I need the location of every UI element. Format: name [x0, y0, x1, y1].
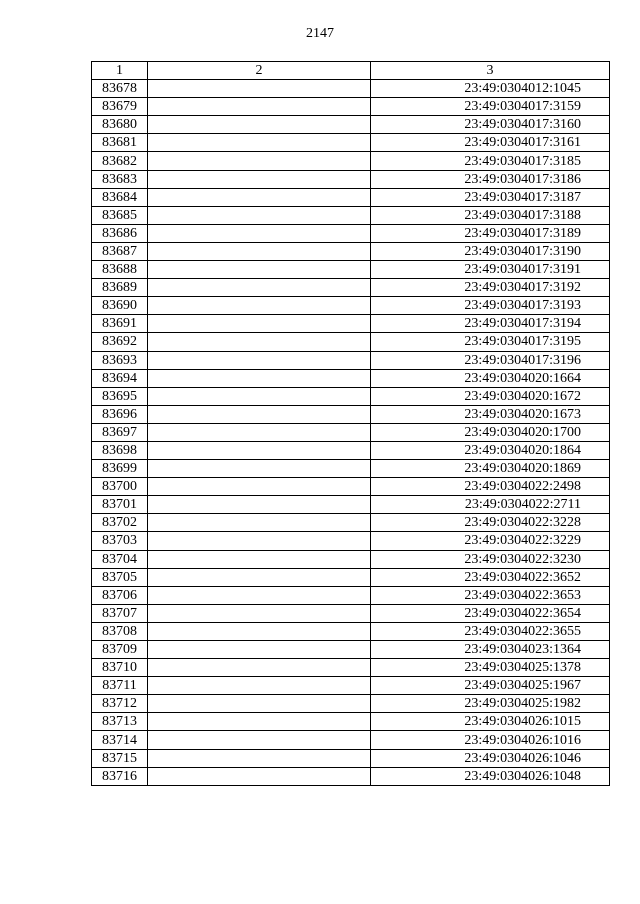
row-empty-cell	[148, 514, 371, 532]
table-row	[92, 604, 610, 622]
table-row	[92, 224, 610, 242]
row-empty-cell	[148, 80, 371, 98]
row-empty-cell	[148, 441, 371, 459]
cadastral-number-cell: 23:49:0304026:1015	[371, 713, 610, 731]
row-number-cell: 83696	[92, 405, 148, 423]
table-row	[92, 514, 610, 532]
cadastral-number-cell: 23:49:0304022:3230	[371, 550, 610, 568]
cadastral-number-cell: 23:49:0304022:3228	[371, 514, 610, 532]
cadastral-number-cell: 23:49:0304017:3161	[371, 134, 610, 152]
cadastral-number-cell: 23:49:0304022:2498	[371, 478, 610, 496]
table-row	[92, 659, 610, 677]
row-number-cell: 83686	[92, 224, 148, 242]
row-empty-cell	[148, 749, 371, 767]
cadastral-number-cell: 23:49:0304017:3193	[371, 297, 610, 315]
row-number-cell: 83687	[92, 242, 148, 260]
row-empty-cell	[148, 423, 371, 441]
table-row	[92, 134, 610, 152]
table-row	[92, 98, 610, 116]
row-empty-cell	[148, 116, 371, 134]
row-number-cell: 83688	[92, 261, 148, 279]
row-number-cell: 83692	[92, 333, 148, 351]
row-empty-cell	[148, 170, 371, 188]
row-number-cell: 83678	[92, 80, 148, 98]
row-number-cell: 83702	[92, 514, 148, 532]
table-row	[92, 713, 610, 731]
cadastral-number-cell: 23:49:0304017:3160	[371, 116, 610, 134]
row-empty-cell	[148, 206, 371, 224]
row-empty-cell	[148, 659, 371, 677]
cadastral-number-cell: 23:49:0304025:1982	[371, 695, 610, 713]
row-empty-cell	[148, 315, 371, 333]
row-number-cell: 83685	[92, 206, 148, 224]
table-row	[92, 532, 610, 550]
cadastral-number-cell: 23:49:0304017:3190	[371, 242, 610, 260]
cadastral-number-cell: 23:49:0304017:3159	[371, 98, 610, 116]
row-empty-cell	[148, 550, 371, 568]
row-empty-cell	[148, 261, 371, 279]
table-row	[92, 80, 610, 98]
row-number-cell: 83715	[92, 749, 148, 767]
row-number-cell: 83712	[92, 695, 148, 713]
cadastral-number-cell: 23:49:0304026:1016	[371, 731, 610, 749]
row-number-cell: 83707	[92, 604, 148, 622]
table-row	[92, 749, 610, 767]
row-empty-cell	[148, 387, 371, 405]
cadastral-number-cell: 23:49:0304026:1048	[371, 767, 610, 785]
table-row	[92, 568, 610, 586]
table-row	[92, 441, 610, 459]
row-empty-cell	[148, 532, 371, 550]
table-row	[92, 333, 610, 351]
row-number-cell: 83705	[92, 568, 148, 586]
cadastral-number-cell: 23:49:0304026:1046	[371, 749, 610, 767]
row-number-cell: 83693	[92, 351, 148, 369]
row-empty-cell	[148, 279, 371, 297]
row-number-cell: 83697	[92, 423, 148, 441]
row-empty-cell	[148, 351, 371, 369]
table-row	[92, 405, 610, 423]
table-row	[92, 586, 610, 604]
cadastral-number-cell: 23:49:0304017:3191	[371, 261, 610, 279]
table-row	[92, 695, 610, 713]
row-empty-cell	[148, 134, 371, 152]
cadastral-number-cell: 23:49:0304017:3186	[371, 170, 610, 188]
cadastral-number-cell: 23:49:0304022:3655	[371, 622, 610, 640]
row-number-cell: 83680	[92, 116, 148, 134]
row-empty-cell	[148, 224, 371, 242]
table-row	[92, 767, 610, 785]
row-empty-cell	[148, 460, 371, 478]
cadastral-number-cell: 23:49:0304020:1673	[371, 405, 610, 423]
row-empty-cell	[148, 586, 371, 604]
page-number: 2147	[306, 26, 334, 41]
cadastral-number-cell: 23:49:0304025:1967	[371, 677, 610, 695]
row-number-cell: 83690	[92, 297, 148, 315]
cadastral-number-cell: 23:49:0304020:1664	[371, 369, 610, 387]
row-empty-cell	[148, 622, 371, 640]
table-row	[92, 152, 610, 170]
row-number-cell: 83698	[92, 441, 148, 459]
cadastral-number-cell: 23:49:0304020:1864	[371, 441, 610, 459]
row-number-cell: 83699	[92, 460, 148, 478]
row-number-cell: 83703	[92, 532, 148, 550]
table-row	[92, 550, 610, 568]
row-empty-cell	[148, 242, 371, 260]
row-empty-cell	[148, 677, 371, 695]
cadastral-number-cell: 23:49:0304022:3229	[371, 532, 610, 550]
table-row	[92, 315, 610, 333]
row-number-cell: 83682	[92, 152, 148, 170]
row-empty-cell	[148, 333, 371, 351]
row-number-cell: 83691	[92, 315, 148, 333]
row-empty-cell	[148, 297, 371, 315]
cadastral-number-cell: 23:49:0304017:3195	[371, 333, 610, 351]
row-number-cell: 83708	[92, 622, 148, 640]
table-row	[92, 170, 610, 188]
cadastral-number-cell: 23:49:0304017:3194	[371, 315, 610, 333]
table-row	[92, 116, 610, 134]
row-empty-cell	[148, 641, 371, 659]
table-body	[92, 80, 610, 786]
table-row	[92, 206, 610, 224]
row-empty-cell	[148, 767, 371, 785]
row-number-cell: 83689	[92, 279, 148, 297]
table-row	[92, 279, 610, 297]
registry-table	[91, 61, 610, 786]
row-number-cell: 83709	[92, 641, 148, 659]
row-number-cell: 83713	[92, 713, 148, 731]
row-number-cell: 83716	[92, 767, 148, 785]
row-empty-cell	[148, 713, 371, 731]
row-empty-cell	[148, 604, 371, 622]
table-row	[92, 188, 610, 206]
row-empty-cell	[148, 731, 371, 749]
row-number-cell: 83679	[92, 98, 148, 116]
row-empty-cell	[148, 568, 371, 586]
table-row	[92, 351, 610, 369]
cadastral-number-cell: 23:49:0304017:3192	[371, 279, 610, 297]
cadastral-number-cell: 23:49:0304017:3196	[371, 351, 610, 369]
column-header-1: 1	[92, 62, 148, 80]
table-row	[92, 242, 610, 260]
table-row	[92, 460, 610, 478]
cadastral-number-cell: 23:49:0304022:3653	[371, 586, 610, 604]
table-row	[92, 731, 610, 749]
column-header-2: 2	[148, 62, 371, 80]
row-number-cell: 83706	[92, 586, 148, 604]
table-row	[92, 423, 610, 441]
cadastral-number-cell: 23:49:0304017:3189	[371, 224, 610, 242]
row-number-cell: 83704	[92, 550, 148, 568]
table-row	[92, 677, 610, 695]
row-empty-cell	[148, 478, 371, 496]
table-row	[92, 261, 610, 279]
row-empty-cell	[148, 405, 371, 423]
cadastral-number-cell: 23:49:0304017:3185	[371, 152, 610, 170]
cadastral-number-cell: 23:49:0304022:3654	[371, 604, 610, 622]
cadastral-number-cell: 23:49:0304025:1378	[371, 659, 610, 677]
table-row	[92, 622, 610, 640]
cadastral-number-cell: 23:49:0304017:3187	[371, 188, 610, 206]
row-number-cell: 83683	[92, 170, 148, 188]
cadastral-number-cell: 23:49:0304022:2711	[371, 496, 610, 514]
row-number-cell: 83700	[92, 478, 148, 496]
cadastral-number-cell: 23:49:0304012:1045	[371, 80, 610, 98]
row-number-cell: 83694	[92, 369, 148, 387]
cadastral-number-cell: 23:49:0304020:1869	[371, 460, 610, 478]
table-row	[92, 478, 610, 496]
row-empty-cell	[148, 695, 371, 713]
row-number-cell: 83711	[92, 677, 148, 695]
row-number-cell: 83710	[92, 659, 148, 677]
table-row	[92, 387, 610, 405]
table-row	[92, 641, 610, 659]
row-empty-cell	[148, 369, 371, 387]
table-header-row	[92, 62, 610, 80]
table-row	[92, 496, 610, 514]
row-number-cell: 83701	[92, 496, 148, 514]
row-empty-cell	[148, 188, 371, 206]
row-empty-cell	[148, 98, 371, 116]
cadastral-number-cell: 23:49:0304022:3652	[371, 568, 610, 586]
cadastral-number-cell: 23:49:0304017:3188	[371, 206, 610, 224]
row-empty-cell	[148, 152, 371, 170]
cadastral-number-cell: 23:49:0304020:1672	[371, 387, 610, 405]
table-row	[92, 369, 610, 387]
table-row	[92, 297, 610, 315]
row-number-cell: 83684	[92, 188, 148, 206]
cadastral-number-cell: 23:49:0304023:1364	[371, 641, 610, 659]
row-number-cell: 83714	[92, 731, 148, 749]
row-number-cell: 83681	[92, 134, 148, 152]
column-header-3: 3	[371, 62, 610, 80]
cadastral-number-cell: 23:49:0304020:1700	[371, 423, 610, 441]
row-empty-cell	[148, 496, 371, 514]
row-number-cell: 83695	[92, 387, 148, 405]
